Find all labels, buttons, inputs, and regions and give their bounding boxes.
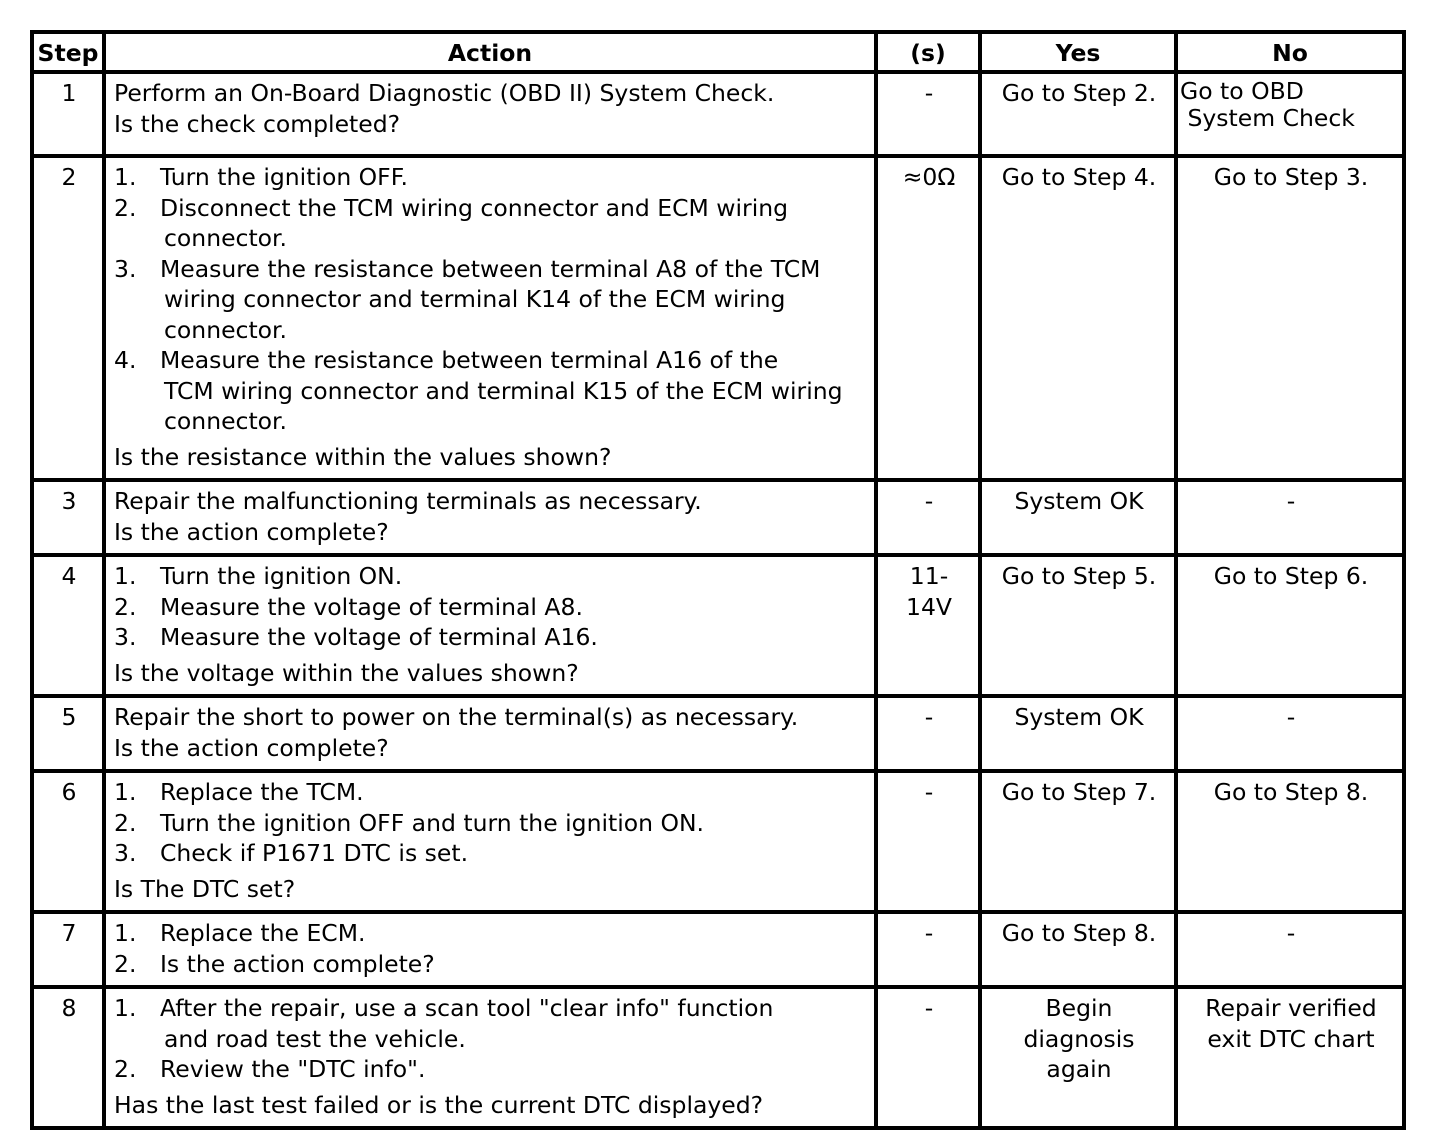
item-text: Turn the ignition OFF. (160, 163, 408, 191)
item-number: 1. (114, 778, 137, 806)
yes-result: System OK (980, 480, 1176, 555)
action-cell (104, 987, 876, 1128)
item-number: 1. (114, 994, 137, 1022)
item-number: 2. (114, 949, 137, 978)
yes-result (980, 987, 1176, 1128)
list-item (114, 993, 868, 1054)
list-item (114, 622, 868, 653)
list-item (114, 808, 868, 839)
no-line: Go to OBD (1180, 77, 1304, 105)
table-row (32, 480, 1404, 555)
action-question: Is the voltage within the values shown? (114, 658, 579, 687)
list-item (114, 162, 868, 193)
no-result: - (1176, 912, 1404, 987)
list-item (114, 592, 868, 623)
header-step: Step (32, 32, 104, 72)
spec-value: ≈0Ω (876, 156, 980, 480)
yes-line: Begin (1045, 994, 1113, 1022)
spec-value: - (876, 771, 980, 912)
action-line: Repair the short to power on the terminal(s) as necessary. (114, 703, 799, 731)
item-text: Measure the resistance between terminal A16 of the (160, 346, 779, 374)
list-item (114, 949, 868, 980)
header-row (32, 32, 1404, 72)
table-row (32, 987, 1404, 1128)
yes-result: Go to Step 2. (980, 72, 1176, 156)
no-line: Repair verified (1205, 994, 1377, 1022)
diagnostic-table (30, 30, 1406, 1130)
action-question: Has the last test failed or is the current DTC displayed? (114, 1090, 764, 1119)
yes-result: Go to Step 8. (980, 912, 1176, 987)
spec-line: 11- (909, 562, 949, 590)
item-text-cont: wiring connector and terminal K14 of the ECM wiring connector. (164, 285, 786, 344)
table-row (32, 156, 1404, 480)
yes-result: System OK (980, 696, 1176, 771)
item-text: Measure the resistance between terminal A8 of the TCM (160, 254, 821, 283)
header-yes: Yes (980, 32, 1176, 72)
item-number: 1. (114, 919, 137, 947)
table-row (32, 555, 1404, 696)
step-number: 3 (32, 480, 104, 555)
action-question: Is the action complete? (114, 733, 389, 762)
header-action: Action (104, 32, 876, 72)
list-item (114, 193, 868, 254)
action-question: Is the action complete? (114, 517, 389, 546)
list-item (114, 561, 868, 592)
list-item (114, 838, 868, 869)
spec-value: - (876, 987, 980, 1128)
no-line: System Check (1180, 104, 1355, 132)
action-cell (104, 912, 876, 987)
item-text-cont: TCM wiring connector and terminal K15 of the ECM wiring connector. (164, 376, 843, 435)
item-text: Review the "DTC info". (160, 1055, 426, 1083)
spec-value: - (876, 480, 980, 555)
item-text-cont: connector. (164, 224, 288, 252)
step-number: 1 (32, 72, 104, 156)
item-text-cont: and road test the vehicle. (164, 1024, 466, 1053)
action-list (114, 561, 868, 653)
step-number: 8 (32, 987, 104, 1128)
list-item (114, 254, 868, 346)
yes-result: Go to Step 4. (980, 156, 1176, 480)
item-text: Turn the ignition ON. (160, 562, 403, 590)
step-number: 6 (32, 771, 104, 912)
item-text: Check if P1671 DTC is set. (160, 839, 469, 867)
action-cell (104, 480, 876, 555)
item-number: 1. (114, 163, 137, 191)
item-number: 1. (114, 562, 137, 590)
list-item (114, 777, 868, 808)
item-number: 2. (114, 193, 137, 222)
item-number: 3. (114, 254, 137, 283)
action-line: Repair the malfunctioning terminals as necessary. (114, 487, 702, 515)
step-number: 4 (32, 555, 104, 696)
yes-result: Go to Step 5. (980, 555, 1176, 696)
no-result: Go to Step 3. (1176, 156, 1404, 480)
yes-result: Go to Step 7. (980, 771, 1176, 912)
spec-line: 14V (906, 592, 952, 621)
yes-line: again (1046, 1055, 1112, 1083)
action-line: Perform an On-Board Diagnostic (OBD II) System Check. (114, 79, 775, 107)
item-text: Measure the voltage of terminal A8. (160, 592, 583, 621)
action-question: Is the resistance within the values shown? (114, 442, 612, 471)
spec-value: - (876, 72, 980, 156)
action-question: Is the check completed? (114, 109, 401, 138)
no-result: - (1176, 696, 1404, 771)
action-question: Is The DTC set? (114, 874, 296, 903)
action-cell (104, 555, 876, 696)
spec-value: - (876, 912, 980, 987)
table-row (32, 771, 1404, 912)
table-row (32, 912, 1404, 987)
item-number: 2. (114, 1055, 137, 1083)
item-text: Turn the ignition OFF and turn the ignition ON. (160, 808, 705, 837)
list-item (114, 1054, 868, 1085)
header-spec: (s) (876, 32, 980, 72)
step-number: 2 (32, 156, 104, 480)
item-text: Replace the ECM. (160, 919, 366, 947)
no-line: exit DTC chart (1207, 1024, 1375, 1053)
item-text: Disconnect the TCM wiring connector and ECM wiring (160, 193, 789, 222)
item-text: Replace the TCM. (160, 778, 364, 806)
item-number: 3. (114, 623, 137, 651)
action-cell (104, 771, 876, 912)
no-result: - (1176, 480, 1404, 555)
spec-value: - (876, 696, 980, 771)
action-list (114, 162, 868, 437)
spec-value (876, 555, 980, 696)
item-text: Is the action complete? (160, 949, 435, 978)
no-result: Go to Step 6. (1176, 555, 1404, 696)
action-cell (104, 696, 876, 771)
list-item (114, 345, 868, 437)
action-cell (104, 156, 876, 480)
step-number: 5 (32, 696, 104, 771)
item-text: Measure the voltage of terminal A16. (160, 623, 598, 651)
action-list (114, 777, 868, 869)
no-result: Go to Step 8. (1176, 771, 1404, 912)
item-text: After the repair, use a scan tool "clear info" function (160, 994, 774, 1022)
no-result (1176, 987, 1404, 1128)
step-number: 7 (32, 912, 104, 987)
table-row (32, 696, 1404, 771)
item-number: 2. (114, 592, 137, 621)
no-result (1176, 72, 1404, 156)
action-list (114, 918, 868, 979)
action-cell (104, 72, 876, 156)
table-row (32, 72, 1404, 156)
action-list (114, 993, 868, 1085)
list-item (114, 918, 868, 949)
item-number: 3. (114, 839, 137, 867)
yes-line: diagnosis (1023, 1024, 1135, 1053)
item-number: 4. (114, 346, 137, 374)
header-no: No (1176, 32, 1404, 72)
item-number: 2. (114, 808, 137, 837)
